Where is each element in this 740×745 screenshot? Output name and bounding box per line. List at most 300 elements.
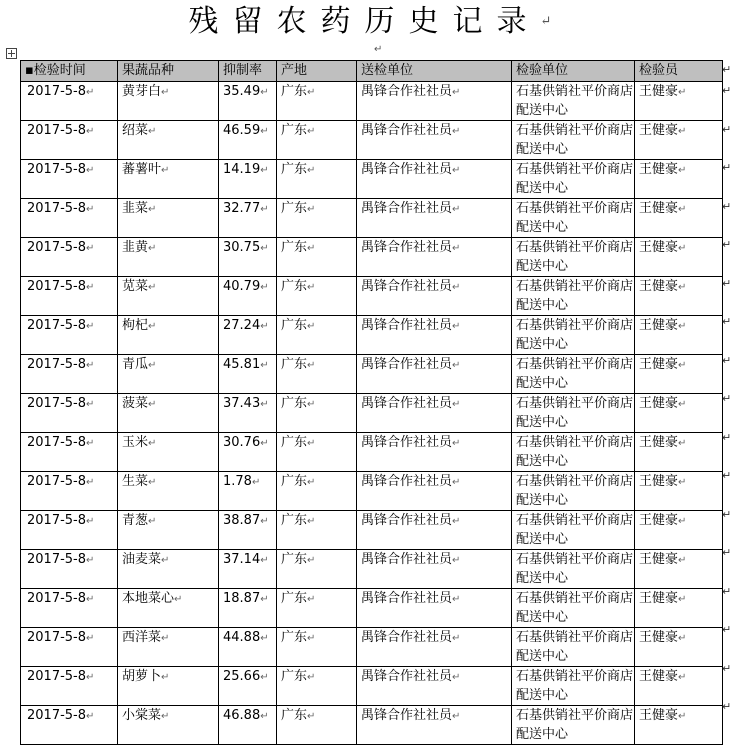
cell-end-mark-icon: ↵ bbox=[678, 282, 687, 293]
cell-end-mark-icon: ↵ bbox=[86, 633, 95, 644]
cell-end-mark-icon: ↵ bbox=[148, 477, 157, 488]
cell-sender-unit-text: 禺锋合作社社员 bbox=[361, 552, 453, 567]
cell-end-mark-icon: ↵ bbox=[260, 399, 269, 410]
cell-origin[interactable] bbox=[277, 394, 357, 433]
cell-inspection-date-text: 2017-5-8 bbox=[27, 669, 87, 684]
cell-inspection-unit[interactable] bbox=[512, 433, 635, 472]
cell-end-mark-icon: ↵ bbox=[678, 165, 687, 176]
cell-sender-unit[interactable] bbox=[357, 628, 512, 667]
cell-product-type-text: 油麦菜 bbox=[122, 552, 162, 567]
row-end-mark-icon: ↵ bbox=[722, 238, 732, 251]
cell-product-type[interactable] bbox=[118, 667, 219, 706]
cell-end-mark-icon: ↵ bbox=[148, 321, 157, 332]
cell-origin-text: 广东 bbox=[281, 591, 308, 606]
cell-end-mark-icon: ↵ bbox=[260, 516, 269, 527]
cell-inspection-unit-text: 石基供销社平价商店配送中心 bbox=[516, 513, 634, 547]
cell-inspector[interactable] bbox=[635, 160, 723, 199]
cell-end-mark-icon: ↵ bbox=[678, 516, 687, 527]
cell-end-mark-icon: ↵ bbox=[307, 399, 316, 410]
cell-end-mark-icon: ↵ bbox=[678, 555, 687, 566]
cell-inspector-text: 王健豪 bbox=[639, 474, 679, 489]
cell-origin-text: 广东 bbox=[281, 435, 308, 450]
cell-origin[interactable] bbox=[277, 472, 357, 511]
table-row bbox=[21, 199, 723, 238]
table-row bbox=[21, 160, 723, 199]
cell-sender-unit-text: 禺锋合作社社员 bbox=[361, 435, 453, 450]
cell-origin-text: 广东 bbox=[281, 474, 308, 489]
cell-product-type[interactable] bbox=[118, 433, 219, 472]
cell-end-mark-icon: ↵ bbox=[678, 204, 687, 215]
cell-end-mark-icon: ↵ bbox=[260, 672, 269, 683]
cell-inspection-unit[interactable] bbox=[512, 160, 635, 199]
row-end-mark-icon: ↵ bbox=[722, 161, 732, 174]
cell-inspector[interactable] bbox=[635, 472, 723, 511]
pesticide-residue-table bbox=[20, 60, 723, 745]
cell-inhibition-rate-text: 38.87 bbox=[223, 513, 261, 528]
cell-end-mark-icon: ↵ bbox=[148, 360, 157, 371]
cell-inhibition-rate-text: 35.49 bbox=[223, 84, 261, 99]
cell-inspection-date[interactable] bbox=[21, 160, 118, 199]
row-end-mark-icon: ↵ bbox=[722, 430, 732, 444]
cell-end-mark-icon: ↵ bbox=[307, 360, 316, 371]
cell-inspection-date-text: 2017-5-8 bbox=[27, 591, 87, 606]
cell-end-mark-icon: ↵ bbox=[260, 555, 269, 566]
cell-origin[interactable] bbox=[277, 355, 357, 394]
cell-inhibition-rate[interactable] bbox=[219, 355, 277, 394]
cell-inspection-unit-text: 石基供销社平价商店配送中心 bbox=[516, 552, 634, 586]
cell-end-mark-icon: ↵ bbox=[260, 282, 269, 293]
cell-end-mark-icon: ↵ bbox=[452, 633, 461, 644]
cell-product-type-text: 西洋菜 bbox=[122, 630, 162, 645]
cell-inhibition-rate[interactable] bbox=[219, 706, 277, 745]
cell-end-mark-icon: ↵ bbox=[452, 594, 461, 605]
header-inhibition-rate: 抑制率 bbox=[219, 61, 277, 82]
cell-end-mark-icon: ↵ bbox=[678, 594, 687, 605]
cell-end-mark-icon: ↵ bbox=[260, 87, 269, 98]
cell-inspection-unit[interactable] bbox=[512, 550, 635, 589]
cell-inspection-date[interactable] bbox=[21, 628, 118, 667]
cell-sender-unit-text: 禺锋合作社社员 bbox=[361, 240, 453, 255]
cell-inspector[interactable] bbox=[635, 82, 723, 121]
cell-inhibition-rate[interactable] bbox=[219, 316, 277, 355]
cell-product-type[interactable] bbox=[118, 472, 219, 511]
table-row bbox=[21, 667, 723, 706]
cell-product-type[interactable] bbox=[118, 589, 219, 628]
cell-product-type[interactable] bbox=[118, 394, 219, 433]
cell-product-type-text: 苋菜 bbox=[122, 279, 149, 294]
cell-origin-text: 广东 bbox=[281, 513, 308, 528]
table-row bbox=[21, 628, 723, 667]
cell-origin-text: 广东 bbox=[281, 201, 308, 216]
cell-inspection-unit-text: 石基供销社平价商店配送中心 bbox=[516, 708, 634, 742]
cell-origin-text: 广东 bbox=[281, 240, 308, 255]
cell-inspection-unit[interactable] bbox=[512, 706, 635, 745]
cell-origin[interactable] bbox=[277, 550, 357, 589]
cell-sender-unit[interactable] bbox=[357, 511, 512, 550]
cell-inhibition-rate[interactable] bbox=[219, 160, 277, 199]
cell-origin-text: 广东 bbox=[281, 123, 308, 138]
cell-end-mark-icon: ↵ bbox=[86, 399, 95, 410]
cell-sender-unit[interactable] bbox=[357, 394, 512, 433]
cell-end-mark-icon: ↵ bbox=[678, 87, 687, 98]
row-end-mark-icon: ↵ bbox=[722, 584, 732, 598]
cell-sender-unit[interactable] bbox=[357, 667, 512, 706]
cell-inspection-unit[interactable] bbox=[512, 394, 635, 433]
cell-end-mark-icon: ↵ bbox=[86, 165, 95, 176]
cell-origin[interactable] bbox=[277, 628, 357, 667]
cell-inspection-unit-text: 石基供销社平价商店配送中心 bbox=[516, 357, 634, 391]
cell-inspection-unit-text: 石基供销社平价商店配送中心 bbox=[516, 435, 634, 469]
cell-inspector-text: 王健豪 bbox=[639, 357, 679, 372]
cell-product-type-text: 绍菜 bbox=[122, 123, 149, 138]
paragraph-mark-icon: ↵ bbox=[374, 44, 383, 55]
row-end-mark-icon: ↵ bbox=[722, 392, 732, 405]
cell-end-mark-icon: ↵ bbox=[148, 399, 157, 410]
cell-end-mark-icon: ↵ bbox=[251, 477, 261, 488]
cell-inhibition-rate-text: 44.88 bbox=[223, 630, 261, 645]
cell-end-mark-icon: ↵ bbox=[678, 633, 687, 644]
cell-inhibition-rate-text: 32.77 bbox=[223, 201, 261, 216]
cell-product-type[interactable] bbox=[118, 238, 219, 277]
cell-inspection-unit-text: 石基供销社平价商店配送中心 bbox=[516, 201, 634, 235]
cell-end-mark-icon: ↵ bbox=[86, 282, 95, 293]
cell-end-mark-icon: ↵ bbox=[260, 204, 269, 215]
cell-product-type[interactable] bbox=[118, 316, 219, 355]
table-row bbox=[21, 706, 723, 745]
cell-inspector-text: 王健豪 bbox=[639, 201, 679, 216]
cell-inspection-date[interactable] bbox=[21, 706, 118, 745]
cell-origin[interactable] bbox=[277, 706, 357, 745]
cell-origin[interactable] bbox=[277, 82, 357, 121]
row-end-mark-icon: ↵ bbox=[722, 623, 732, 636]
cell-end-mark-icon: ↵ bbox=[86, 360, 95, 371]
cell-inhibition-rate-text: 25.66 bbox=[223, 669, 261, 684]
header-inspection-unit: 检验单位 bbox=[512, 61, 635, 82]
cell-sender-unit[interactable] bbox=[357, 589, 512, 628]
cell-inspector[interactable] bbox=[635, 511, 723, 550]
cell-inhibition-rate-text: 37.14 bbox=[223, 552, 261, 567]
cell-inspection-date[interactable] bbox=[21, 667, 118, 706]
cell-end-mark-icon: ↵ bbox=[307, 165, 316, 176]
cell-end-mark-icon: ↵ bbox=[307, 594, 316, 605]
cell-origin-text: 广东 bbox=[281, 84, 308, 99]
row-end-mark-icon: ↵ bbox=[722, 353, 732, 367]
cell-inhibition-rate[interactable] bbox=[219, 199, 277, 238]
cell-sender-unit[interactable] bbox=[357, 160, 512, 199]
header-inspector: 检验员 bbox=[635, 61, 723, 82]
cell-inspector-text: 王健豪 bbox=[639, 669, 679, 684]
cell-inspector[interactable] bbox=[635, 355, 723, 394]
cell-sender-unit[interactable] bbox=[357, 277, 512, 316]
cell-origin[interactable] bbox=[277, 511, 357, 550]
cell-sender-unit-text: 禺锋合作社社员 bbox=[361, 513, 453, 528]
cell-inspector[interactable] bbox=[635, 550, 723, 589]
cell-end-mark-icon: ↵ bbox=[678, 243, 687, 254]
cell-end-mark-icon: ↵ bbox=[86, 672, 95, 683]
cell-inhibition-rate[interactable] bbox=[219, 277, 277, 316]
cell-inspection-date[interactable] bbox=[21, 550, 118, 589]
cell-inspection-unit[interactable] bbox=[512, 511, 635, 550]
cell-end-mark-icon: ↵ bbox=[678, 477, 687, 488]
cell-inspection-unit[interactable] bbox=[512, 316, 635, 355]
cell-end-mark-icon: ↵ bbox=[307, 555, 316, 566]
cell-product-type-text: 玉米 bbox=[122, 435, 149, 450]
cell-inspection-unit[interactable] bbox=[512, 277, 635, 316]
cell-inspector[interactable] bbox=[635, 706, 723, 745]
cell-inspection-unit[interactable] bbox=[512, 589, 635, 628]
cell-inspector[interactable] bbox=[635, 277, 723, 316]
cell-inspection-date[interactable] bbox=[21, 589, 118, 628]
cell-inhibition-rate-text: 37.43 bbox=[223, 396, 261, 411]
cell-end-mark-icon: ↵ bbox=[452, 516, 461, 527]
table-row bbox=[21, 550, 723, 589]
cell-origin[interactable] bbox=[277, 160, 357, 199]
cell-end-mark-icon: ↵ bbox=[452, 672, 461, 683]
cell-end-mark-icon: ↵ bbox=[148, 126, 157, 137]
cell-sender-unit-text: 禺锋合作社社员 bbox=[361, 201, 453, 216]
table-move-handle-icon[interactable] bbox=[6, 48, 17, 59]
table-row bbox=[21, 433, 723, 472]
cell-end-mark-icon: ↵ bbox=[148, 516, 157, 527]
cell-origin[interactable] bbox=[277, 433, 357, 472]
header-inspection-time: ▪检验时间 bbox=[21, 61, 118, 82]
row-end-mark-icon: ↵ bbox=[722, 63, 732, 76]
cell-end-mark-icon: ↵ bbox=[148, 438, 157, 449]
cell-end-mark-icon: ↵ bbox=[161, 87, 170, 98]
cell-inspection-date[interactable] bbox=[21, 277, 118, 316]
cell-inhibition-rate[interactable] bbox=[219, 433, 277, 472]
cell-inspector[interactable] bbox=[635, 199, 723, 238]
row-end-mark-icon: ↵ bbox=[722, 700, 732, 713]
cell-end-mark-icon: ↵ bbox=[307, 282, 316, 293]
cell-origin-text: 广东 bbox=[281, 552, 308, 567]
cell-product-type[interactable] bbox=[118, 160, 219, 199]
cell-product-type[interactable] bbox=[118, 121, 219, 160]
cell-end-mark-icon: ↵ bbox=[678, 126, 687, 137]
cell-inspection-date[interactable] bbox=[21, 199, 118, 238]
cell-sender-unit[interactable] bbox=[357, 121, 512, 160]
cell-end-mark-icon: ↵ bbox=[86, 126, 95, 137]
cell-inspector[interactable] bbox=[635, 433, 723, 472]
row-end-mark-icon: ↵ bbox=[722, 315, 732, 328]
table-row bbox=[21, 472, 723, 511]
table-row bbox=[21, 121, 723, 160]
cell-inspection-date[interactable] bbox=[21, 511, 118, 550]
cell-inspection-unit-text: 石基供销社平价商店配送中心 bbox=[516, 591, 634, 625]
cell-inspection-date[interactable] bbox=[21, 238, 118, 277]
cell-end-mark-icon: ↵ bbox=[452, 282, 461, 293]
cell-end-mark-icon: ↵ bbox=[161, 165, 170, 176]
table-row bbox=[21, 355, 723, 394]
cell-inhibition-rate[interactable] bbox=[219, 238, 277, 277]
cell-product-type[interactable] bbox=[118, 550, 219, 589]
cell-origin-text: 广东 bbox=[281, 279, 308, 294]
cell-inspection-date-text: 2017-5-8 bbox=[27, 513, 87, 528]
cell-inspector-text: 王健豪 bbox=[639, 630, 679, 645]
cell-inhibition-rate[interactable] bbox=[219, 589, 277, 628]
row-end-mark-icon: ↵ bbox=[722, 469, 732, 482]
cell-inspection-date-text: 2017-5-8 bbox=[27, 162, 87, 177]
table-row bbox=[21, 277, 723, 316]
cell-inspection-unit[interactable] bbox=[512, 628, 635, 667]
cell-inspection-date-text: 2017-5-8 bbox=[27, 435, 87, 450]
cell-origin[interactable] bbox=[277, 667, 357, 706]
cell-end-mark-icon: ↵ bbox=[452, 126, 461, 137]
cell-origin[interactable] bbox=[277, 316, 357, 355]
cell-sender-unit-text: 禺锋合作社社员 bbox=[361, 84, 453, 99]
cell-inspection-date[interactable] bbox=[21, 121, 118, 160]
cell-sender-unit[interactable] bbox=[357, 550, 512, 589]
cell-inhibition-rate-text: 46.59 bbox=[223, 123, 261, 138]
cell-end-mark-icon: ↵ bbox=[452, 360, 461, 371]
cell-inhibition-rate[interactable] bbox=[219, 511, 277, 550]
cell-product-type[interactable] bbox=[118, 199, 219, 238]
cell-end-mark-icon: ↵ bbox=[678, 399, 687, 410]
cell-sender-unit-text: 禺锋合作社社员 bbox=[361, 669, 453, 684]
row-end-mark-icon: ↵ bbox=[722, 122, 732, 136]
cell-origin[interactable] bbox=[277, 277, 357, 316]
cell-end-mark-icon: ↵ bbox=[307, 243, 316, 254]
cell-inspection-unit[interactable] bbox=[512, 355, 635, 394]
cell-end-mark-icon: ↵ bbox=[86, 243, 95, 254]
cell-inspection-unit[interactable] bbox=[512, 667, 635, 706]
cell-inspection-unit[interactable] bbox=[512, 199, 635, 238]
cell-inhibition-rate[interactable] bbox=[219, 550, 277, 589]
cell-end-mark-icon: ↵ bbox=[161, 633, 170, 644]
cell-inhibition-rate[interactable] bbox=[219, 121, 277, 160]
cell-inspection-unit-text: 石基供销社平价商店配送中心 bbox=[516, 318, 634, 352]
cell-inspector[interactable] bbox=[635, 589, 723, 628]
cell-inspection-date[interactable] bbox=[21, 433, 118, 472]
cell-inhibition-rate[interactable] bbox=[219, 628, 277, 667]
cell-inspection-unit[interactable] bbox=[512, 121, 635, 160]
cell-end-mark-icon: ↵ bbox=[260, 321, 269, 332]
cell-origin[interactable] bbox=[277, 121, 357, 160]
cell-inspection-date[interactable] bbox=[21, 355, 118, 394]
cell-origin[interactable] bbox=[277, 589, 357, 628]
cell-end-mark-icon: ↵ bbox=[260, 360, 269, 371]
cell-inspection-unit[interactable] bbox=[512, 82, 635, 121]
cell-product-type[interactable] bbox=[118, 82, 219, 121]
cell-inspector[interactable] bbox=[635, 238, 723, 277]
cell-end-mark-icon: ↵ bbox=[161, 555, 170, 566]
cell-inhibition-rate-text: 18.87 bbox=[223, 591, 261, 606]
cell-inspection-date[interactable] bbox=[21, 82, 118, 121]
cell-inhibition-rate[interactable] bbox=[219, 82, 277, 121]
cell-inspector-text: 王健豪 bbox=[639, 318, 679, 333]
document-title-text: 残留农药历史记录 bbox=[188, 4, 541, 39]
cell-end-mark-icon: ↵ bbox=[86, 516, 95, 527]
cell-product-type-text: 青瓜 bbox=[122, 357, 149, 372]
cell-end-mark-icon: ↵ bbox=[260, 594, 269, 605]
cell-end-mark-icon: ↵ bbox=[307, 321, 316, 332]
cell-inspection-date-text: 2017-5-8 bbox=[27, 279, 87, 294]
cell-end-mark-icon: ↵ bbox=[307, 204, 316, 215]
cell-inspection-date[interactable] bbox=[21, 316, 118, 355]
cell-inhibition-rate-text: 46.88 bbox=[223, 708, 261, 723]
cell-end-mark-icon: ↵ bbox=[161, 711, 170, 722]
cell-inspector[interactable] bbox=[635, 394, 723, 433]
cell-product-type[interactable] bbox=[118, 628, 219, 667]
cell-inspection-unit-text: 石基供销社平价商店配送中心 bbox=[516, 162, 634, 196]
cell-inhibition-rate[interactable] bbox=[219, 667, 277, 706]
cell-inspection-unit-text: 石基供销社平价商店配送中心 bbox=[516, 669, 634, 703]
cell-sender-unit[interactable] bbox=[357, 433, 512, 472]
cell-end-mark-icon: ↵ bbox=[86, 594, 95, 605]
cell-inspector[interactable] bbox=[635, 121, 723, 160]
row-end-mark-icon: ↵ bbox=[722, 199, 732, 213]
row-end-mark-icon: ↵ bbox=[722, 276, 732, 290]
cell-inspector[interactable] bbox=[635, 628, 723, 667]
cell-product-type-text: 蕃薯叶 bbox=[122, 162, 162, 177]
cell-inspection-unit[interactable] bbox=[512, 472, 635, 511]
cell-product-type-text: 菠菜 bbox=[122, 396, 149, 411]
cell-origin-text: 广东 bbox=[281, 357, 308, 372]
cell-inspection-unit-text: 石基供销社平价商店配送中心 bbox=[516, 240, 634, 274]
table-header-row bbox=[21, 61, 723, 82]
cell-inspection-unit-text: 石基供销社平价商店配送中心 bbox=[516, 396, 634, 430]
cell-inhibition-rate-text: 14.19 bbox=[223, 162, 261, 177]
cell-inspection-unit-text: 石基供销社平价商店配送中心 bbox=[516, 630, 634, 664]
cell-end-mark-icon: ↵ bbox=[86, 711, 95, 722]
cell-sender-unit[interactable] bbox=[357, 199, 512, 238]
cell-product-type[interactable] bbox=[118, 277, 219, 316]
cell-end-mark-icon: ↵ bbox=[678, 321, 687, 332]
cell-product-type[interactable] bbox=[118, 706, 219, 745]
cell-sender-unit-text: 禺锋合作社社员 bbox=[361, 279, 453, 294]
document-title bbox=[0, 4, 740, 40]
cell-sender-unit[interactable] bbox=[357, 82, 512, 121]
paragraph-mark-icon: ↵ bbox=[540, 14, 552, 29]
cell-inspection-date-text: 2017-5-8 bbox=[27, 708, 87, 723]
cell-inspection-date[interactable] bbox=[21, 394, 118, 433]
cell-inspection-unit[interactable] bbox=[512, 238, 635, 277]
cell-product-type-text: 黄芽白 bbox=[122, 84, 162, 99]
cell-inspection-date-text: 2017-5-8 bbox=[27, 357, 87, 372]
cell-product-type-text: 青葱 bbox=[122, 513, 149, 528]
cell-sender-unit[interactable] bbox=[357, 472, 512, 511]
cell-inspector[interactable] bbox=[635, 316, 723, 355]
cell-inspector-text: 王健豪 bbox=[639, 513, 679, 528]
cell-end-mark-icon: ↵ bbox=[452, 165, 461, 176]
cell-product-type[interactable] bbox=[118, 511, 219, 550]
cell-product-type-text: 小棠菜 bbox=[122, 708, 162, 723]
cell-inhibition-rate[interactable] bbox=[219, 472, 277, 511]
cell-origin[interactable] bbox=[277, 238, 357, 277]
cell-sender-unit[interactable] bbox=[357, 316, 512, 355]
cell-end-mark-icon: ↵ bbox=[307, 516, 316, 527]
cell-product-type[interactable] bbox=[118, 355, 219, 394]
cell-origin-text: 广东 bbox=[281, 708, 308, 723]
cell-origin[interactable] bbox=[277, 199, 357, 238]
cell-sender-unit[interactable] bbox=[357, 706, 512, 745]
cell-end-mark-icon: ↵ bbox=[86, 438, 95, 449]
cell-sender-unit-text: 禺锋合作社社员 bbox=[361, 123, 453, 138]
cell-end-mark-icon: ↵ bbox=[307, 672, 316, 683]
cell-sender-unit[interactable] bbox=[357, 355, 512, 394]
cell-sender-unit[interactable] bbox=[357, 238, 512, 277]
cell-sender-unit-text: 禺锋合作社社员 bbox=[361, 396, 453, 411]
cell-inhibition-rate[interactable] bbox=[219, 394, 277, 433]
cell-inspection-date[interactable] bbox=[21, 472, 118, 511]
cell-inspector[interactable] bbox=[635, 667, 723, 706]
table-row bbox=[21, 316, 723, 355]
cell-origin-text: 广东 bbox=[281, 318, 308, 333]
cell-product-type-text: 生菜 bbox=[122, 474, 149, 489]
cell-origin-text: 广东 bbox=[281, 396, 308, 411]
cell-inspection-date-text: 2017-5-8 bbox=[27, 123, 87, 138]
cell-end-mark-icon: ↵ bbox=[260, 126, 269, 137]
